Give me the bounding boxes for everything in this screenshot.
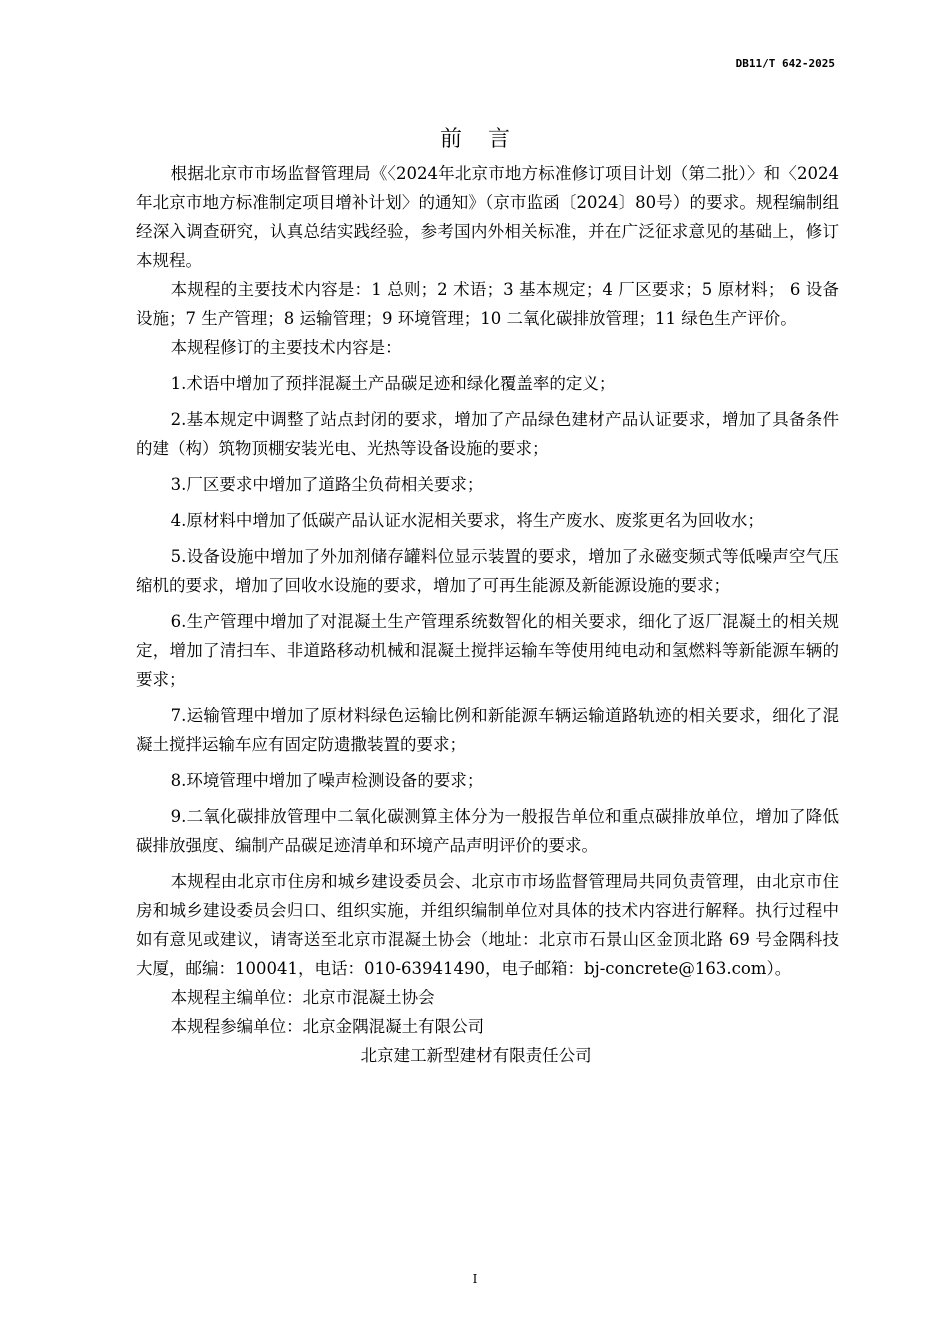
participating-unit-2: 北京建工新型建材有限责任公司 <box>360 1046 592 1065</box>
participating-unit: 本规程参编单位：北京金隅混凝土有限公司 <box>170 1017 485 1036</box>
revision-item: 8.环境管理中增加了噪声检测设备的要求； <box>170 771 484 790</box>
paragraph-main-content: 本规程的主要技术内容是：1 总则；2 术语；3 基本规定；4 厂区要求；5 原材料； 6 设备设施；7 生产管理；8 运输管理；9 环境管理；10 二氧化碳排放管理；11 绿色生产评价。 <box>136 280 839 328</box>
paragraph-revision-intro: 本规程修订的主要技术内容是： <box>170 338 402 357</box>
revision-item: 4.原材料中增加了低碳产品认证水泥相关要求，将生产废水、废浆更名为回收水； <box>170 511 764 530</box>
paragraph-management: 本规程由北京市住房和城乡建设委员会、北京市市场监督管理局共同负责管理，由北京市住房和城乡建设委员会归口、组织实施，并组织编制单位对具体的技术内容进行解释。执行过程中如有意见或建议，请寄送至北京市混凝土协会（地址：北京市石景山区金顶北路 69 号金隅科技大厦，邮编：100041，电话：010-63941490，电子邮箱：bj-concrete@163.com）。 <box>136 872 839 978</box>
revision-item: 9.二氧化碳排放管理中二氧化碳测算主体分为一般报告单位和重点碳排放单位，增加了降低碳排放强度、编制产品碳足迹清单和环境产品声明评价的要求。 <box>136 807 839 855</box>
revision-item: 3.厂区要求中增加了道路尘负荷相关要求； <box>170 475 484 494</box>
revision-item: 5.设备设施中增加了外加剂储存罐料位显示装置的要求，增加了永磁变频式等低噪声空气压缩机的要求，增加了回收水设施的要求，增加了可再生能源及新能源设施的要求； <box>136 547 839 595</box>
foreword-body <box>136 159 839 1070</box>
revision-item: 1.术语中增加了预拌混凝土产品碳足迹和绿化覆盖率的定义； <box>170 374 616 393</box>
paragraph-basis: 根据北京市市场监督管理局《〈2024年北京市地方标准修订项目计划（第二批）〉和〈2024年北京市地方标准制定项目增补计划〉的通知》（京市监函〔2024〕80号）的要求。规程编制组经深入调查研究，认真总结实践经验，参考国内外相关标准，并在广泛征求意见的基础上，修订本规程。 <box>136 164 839 270</box>
revision-item: 6.生产管理中增加了对混凝土生产管理系统数智化的相关要求，细化了返厂混凝土的相关规定，增加了清扫车、非道路移动机械和混凝土搅拌运输车等使用纯电动和氢燃料等新能源车辆的要求； <box>136 612 839 689</box>
revision-item: 7.运输管理中增加了原材料绿色运输比例和新能源车辆运输道路轨迹的相关要求，细化了混凝土搅拌运输车应有固定防遗撒装置的要求； <box>136 706 839 754</box>
document-id: DB11/T 642-2025 <box>735 57 835 70</box>
chief-editor-unit: 本规程主编单位：北京市混凝土协会 <box>170 988 435 1007</box>
revision-item: 2.基本规定中调整了站点封闭的要求，增加了产品绿色建材产品认证要求，增加了具备条件的建（构）筑物顶棚安装光电、光热等设备设施的要求； <box>136 410 839 458</box>
page-title: 前言 <box>439 127 536 152</box>
page-number: I <box>472 1272 478 1286</box>
